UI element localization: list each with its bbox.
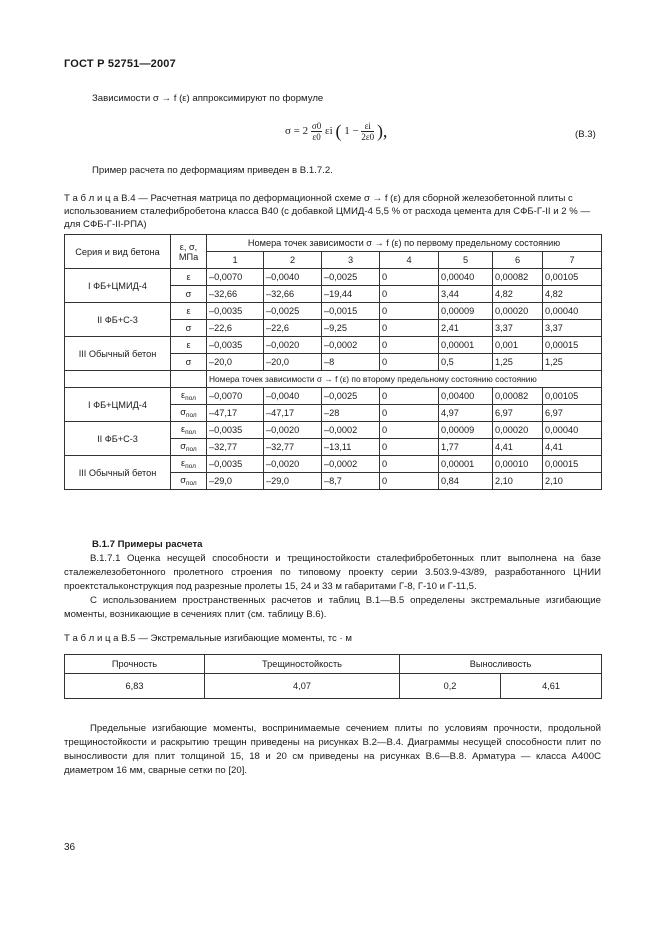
b4-header-eps: ε, σ, МПа [171, 235, 207, 269]
b4-symbol: $\varepsilon_{пол}$ [171, 456, 207, 473]
b4-cell: –0,0040 [264, 388, 322, 405]
b4-cell: –32,66 [264, 286, 322, 303]
example-text: Пример расчета по деформациям приведен в В.1.7.2. [92, 165, 333, 176]
b4-point-number: 2 [264, 252, 322, 269]
b4-cell: –0,0015 [322, 303, 380, 320]
b4-cell: –0,0040 [264, 269, 322, 286]
section-title: В.1.7 Примеры расчета [92, 539, 203, 550]
table-b5-caption: Т а б л и ц а В.5 — Экстремальные изгибающие моменты, тс · м [64, 633, 352, 644]
b4-cell: –47,17 [207, 405, 264, 422]
b4-cell: 3,37 [543, 320, 602, 337]
b4-point-number: 3 [322, 252, 380, 269]
b4-series-label: III Обычный бетон [65, 337, 171, 371]
b5-header-endurance: Выносливость [400, 655, 602, 674]
table-row [65, 303, 602, 320]
b4-cell: 0 [380, 320, 439, 337]
table-b5 [64, 654, 602, 699]
b4-cell: –29,0 [264, 473, 322, 490]
b4-symbol: $\sigma_{пол}$ [171, 405, 207, 422]
b4-symbol: ε [171, 303, 207, 320]
b4-cell: 2,10 [493, 473, 543, 490]
b4-cell: –0,0070 [207, 269, 264, 286]
b4-cell: –20,0 [264, 354, 322, 371]
b4-point-number: 7 [543, 252, 602, 269]
b4-cell: 3,37 [493, 320, 543, 337]
b4-cell: 0,00105 [543, 388, 602, 405]
b4-series-label: I ФБ+ЦМИД-4 [65, 269, 171, 303]
b4-cell: –0,0035 [207, 337, 264, 354]
b4-cell: 0 [380, 337, 439, 354]
b4-cell: 0,5 [439, 354, 493, 371]
b4-cell: 0 [380, 473, 439, 490]
b4-cell: 4,82 [543, 286, 602, 303]
b4-point-number: 1 [207, 252, 264, 269]
b4-cell: 0 [380, 354, 439, 371]
b4-cell: 2,10 [543, 473, 602, 490]
b4-point-number: 6 [493, 252, 543, 269]
formula-b3: σ = 2 $\frac{\sigma 0}{\varepsilon 0}$ εi ( 1 − $\frac{\varepsilon i}{2\varepsilon 0}$ ), [285, 121, 388, 142]
b4-cell: 0,00105 [543, 269, 602, 286]
b4-cell: 3,44 [439, 286, 493, 303]
b5-value-endurance-1: 0,2 [400, 674, 501, 699]
b4-header-series: Серия и вид бетона [65, 235, 171, 269]
b4-cell: 0 [380, 286, 439, 303]
b4-cell: –0,0070 [207, 388, 264, 405]
b4-group1-header: Номера точек зависимости σ → f (ε) по первому предельному состоянию [207, 235, 602, 252]
page-number: 36 [64, 842, 76, 853]
b4-cell: 0,00040 [543, 422, 602, 439]
b4-cell: 0 [380, 405, 439, 422]
b4-empty-cell [171, 371, 207, 388]
b4-cell: 0,001 [493, 337, 543, 354]
b4-series-label: II ФБ+С-3 [65, 303, 171, 337]
b4-symbol: σ [171, 286, 207, 303]
formula-number: (В.3) [575, 129, 596, 140]
b4-cell: 0,00009 [439, 422, 493, 439]
b4-group2-header: Номера точек зависимости σ → f (ε) по второму предельному состоянию состоянию [207, 371, 602, 388]
b4-cell: –9,25 [322, 320, 380, 337]
b4-cell: 0 [380, 388, 439, 405]
b4-cell: –0,0035 [207, 456, 264, 473]
b4-cell: –0,0002 [322, 456, 380, 473]
b4-cell: 4,82 [493, 286, 543, 303]
table-row [65, 456, 602, 473]
b4-cell: –22,6 [207, 320, 264, 337]
formula-frac1: $\frac{\sigma 0}{\varepsilon 0}$ [311, 121, 322, 142]
b4-cell: –0,0025 [264, 303, 322, 320]
b4-cell: –0,0020 [264, 422, 322, 439]
b4-cell: –13,11 [322, 439, 380, 456]
b4-cell: 0,00001 [439, 337, 493, 354]
b4-point-number: 4 [380, 252, 439, 269]
b4-cell: –32,66 [207, 286, 264, 303]
document-header: ГОСТ Р 52751—2007 [64, 58, 176, 70]
b4-cell: –19,44 [322, 286, 380, 303]
table-b4-caption: Т а б л и ц а В.4 — Расчетная матрица по деформационной схеме σ → f (ε) для сборной железобетонной плиты с использованием сталефибробетона класса В40 (с добавкой ЦМИД-4 5,5 % от расхода цемента для СФБ-Г-II и 2 % — для СФБ-Г-II-РПА) [64, 193, 591, 230]
b4-cell: 0,84 [439, 473, 493, 490]
b4-cell: 0,00015 [543, 337, 602, 354]
b5-header-strength: Прочность [65, 655, 205, 674]
b4-series-label: III Обычный бетон [65, 456, 171, 490]
b4-cell: 0,00009 [439, 303, 493, 320]
approx-text: Зависимости σ → f (ε) аппроксимируют по формуле [92, 93, 324, 104]
b4-cell: 4,41 [543, 439, 602, 456]
b4-cell: 0 [380, 422, 439, 439]
b4-series-label: I ФБ+ЦМИД-4 [65, 388, 171, 422]
b4-cell: 1,77 [439, 439, 493, 456]
closing-paragraph: Предельные изгибающие моменты, воспринимаемые сечением плиты по условиям прочности, продольной трещиностойкости и раскрытию трещин приведены на рисунках В.2—В.4. Диаграммы несущей способности плит по выносливости для плит толщиной 15, 18 и 20 см приведены на рисунках В.6—В.8. Арматура — класса А400С диаметром 16 мм, сварные сетки по [20]. [64, 723, 601, 776]
b4-symbol: $\sigma_{пол}$ [171, 473, 207, 490]
b4-group2-header-row [65, 371, 602, 388]
b4-cell: 1,25 [493, 354, 543, 371]
b4-cell: 4,41 [493, 439, 543, 456]
table-b4 [64, 234, 602, 490]
b4-cell: –28 [322, 405, 380, 422]
b4-cell: –22,6 [264, 320, 322, 337]
b4-cell: 0,00020 [493, 303, 543, 320]
formula-frac2: $\frac{\varepsilon i}{2\varepsilon 0}$ [361, 121, 375, 142]
table-row [65, 388, 602, 405]
b4-symbol: ε [171, 269, 207, 286]
b5-value-endurance-2: 4,61 [501, 674, 602, 699]
b4-cell: –0,0020 [264, 456, 322, 473]
b4-cell: –8 [322, 354, 380, 371]
b4-cell: –29,0 [207, 473, 264, 490]
b4-cell: –0,0002 [322, 422, 380, 439]
b4-cell: 0,00082 [493, 269, 543, 286]
formula-lhs: σ = 2 [285, 125, 309, 138]
b4-cell: 6,97 [493, 405, 543, 422]
b4-cell: 0 [380, 439, 439, 456]
table-row [65, 337, 602, 354]
b4-series-label: II ФБ+С-3 [65, 422, 171, 456]
b4-cell: –47,17 [264, 405, 322, 422]
b4-cell: 4,97 [439, 405, 493, 422]
b4-cell: 0 [380, 269, 439, 286]
b4-symbol: σ [171, 354, 207, 371]
b4-cell: –32,77 [264, 439, 322, 456]
b4-cell: 6,97 [543, 405, 602, 422]
b4-cell: –0,0035 [207, 303, 264, 320]
b5-value-crack: 4,07 [205, 674, 400, 699]
b4-cell: –0,0025 [322, 269, 380, 286]
b4-cell: 1,25 [543, 354, 602, 371]
b4-cell: 0,00400 [439, 388, 493, 405]
b4-cell: 0 [380, 303, 439, 320]
b4-symbol: $\varepsilon_{пол}$ [171, 422, 207, 439]
b4-header-row [65, 235, 602, 252]
b4-point-number: 5 [439, 252, 493, 269]
b4-cell: –20,0 [207, 354, 264, 371]
b4-cell: 2,41 [439, 320, 493, 337]
b4-symbol: σ [171, 320, 207, 337]
b5-value-strength: 6,83 [65, 674, 205, 699]
b5-header-crack: Трещиностойкость [205, 655, 400, 674]
b4-cell: –32,77 [207, 439, 264, 456]
table-row [65, 269, 602, 286]
b4-cell: 0,00020 [493, 422, 543, 439]
b4-symbol: ε [171, 337, 207, 354]
b4-empty-cell [65, 371, 171, 388]
b4-cell: 0,00082 [493, 388, 543, 405]
b4-cell: –0,0025 [322, 388, 380, 405]
b4-cell: 0 [380, 456, 439, 473]
b4-symbol: $\sigma_{пол}$ [171, 439, 207, 456]
b4-cell: 0,00040 [439, 269, 493, 286]
b4-cell: 0,00001 [439, 456, 493, 473]
b4-cell: –0,0020 [264, 337, 322, 354]
b4-cell: 0,00040 [543, 303, 602, 320]
section-p2: С использованием пространственных расчетов и таблиц В.1—В.5 определены экстремальные изгибающие моменты, возникающие в сечениях плит (см. таблицу В.6). [64, 595, 601, 620]
b4-cell: 0,00015 [543, 456, 602, 473]
b4-cell: 0,00010 [493, 456, 543, 473]
section-p1: В.1.7.1 Оценка несущей способности и трещиностойкости сталефибробетонных плит выполнена на базе сталежелезобетонного пролетного строения по типовому проекту серии 3.503.9-43/89, разработанного ЦНИИ проектстальконструкция под разрезные пролеты 15, 24 и 33 м габаритами Г-8, Г-10 и Г-11,5. [64, 553, 601, 592]
b4-cell: –0,0035 [207, 422, 264, 439]
b4-symbol: $\varepsilon_{пол}$ [171, 388, 207, 405]
b4-cell: –8,7 [322, 473, 380, 490]
table-row [65, 422, 602, 439]
b4-cell: –0,0002 [322, 337, 380, 354]
